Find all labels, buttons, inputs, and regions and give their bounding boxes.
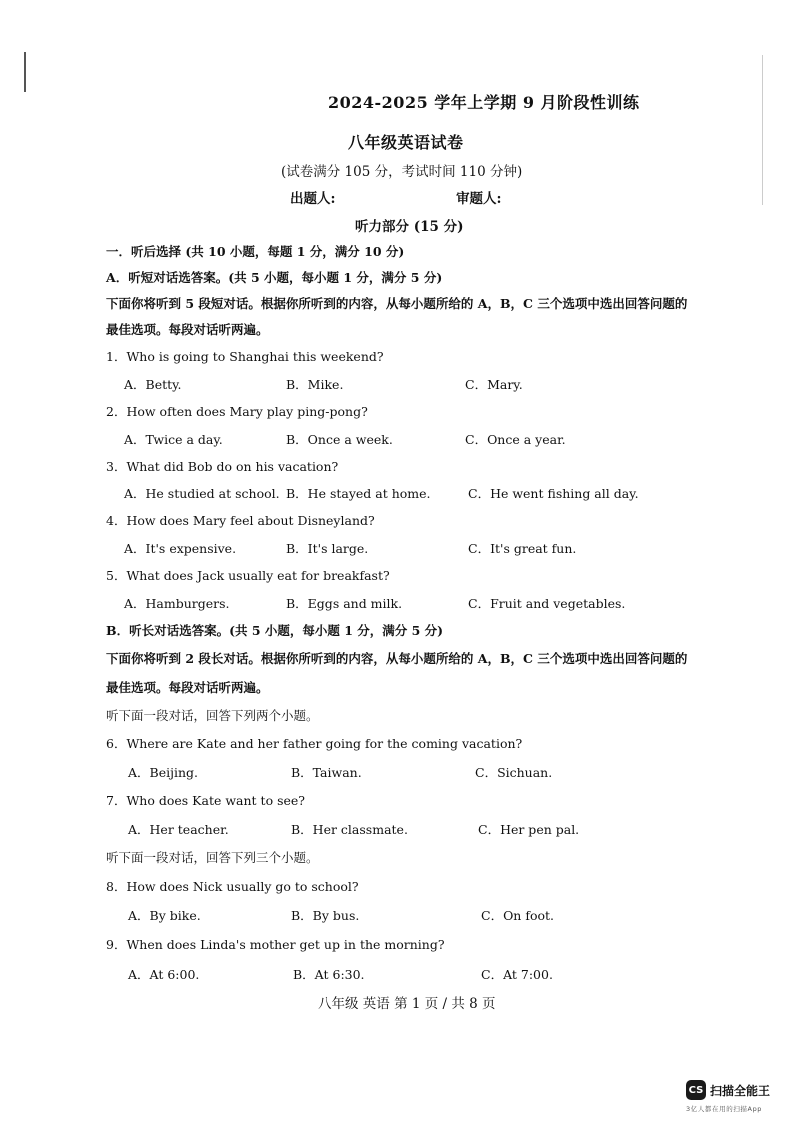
section-a-instruction-2: 最佳选项。每段对话听两遍。 (106, 322, 269, 337)
q9-option-c[interactable]: C．At 7:00. (481, 967, 553, 982)
section-b-title: B．听长对话选答案。(共 5 小题，每小题 1 分，满分 5 分) (106, 623, 444, 638)
q4-option-b[interactable]: B．It's large. (286, 541, 369, 556)
q5-option-c[interactable]: C．Fruit and vegetables. (468, 596, 626, 611)
q1-option-b[interactable]: B．Mike. (286, 377, 344, 392)
dialog-1-intro: 听下面一段对话，回答下列两个小题。 (106, 708, 319, 723)
q7-option-a[interactable]: A．Her teacher. (128, 822, 229, 837)
q1-option-a[interactable]: A．Betty. (124, 377, 182, 392)
question-5: 5．What does Jack usually eat for breakfast? (106, 568, 390, 583)
question-2: 2．How often does Mary play ping-pong? (106, 404, 368, 419)
q5-option-b[interactable]: B．Eggs and milk. (286, 596, 403, 611)
section-a-title: A．听短对话选答案。(共 5 小题，每小题 1 分，满分 5 分) (106, 270, 443, 285)
question-8: 8．How does Nick usually go to school? (106, 879, 359, 894)
watermark-tagline: 3亿人都在用的扫描App (686, 1105, 763, 1113)
q6-option-a[interactable]: A．Beijing. (128, 765, 199, 780)
dialog-2-intro: 听下面一段对话，回答下列三个小题。 (106, 850, 319, 865)
question-7: 7．Who does Kate want to see? (106, 793, 305, 808)
q2-option-c[interactable]: C．Once a year. (465, 432, 566, 447)
watermark-name: 扫描全能王 (710, 1084, 771, 1098)
q5-option-a[interactable]: A．Hamburgers. (124, 596, 230, 611)
question-1: 1．Who is going to Shanghai this weekend? (106, 349, 384, 364)
q8-option-b[interactable]: B．By bus. (291, 908, 360, 923)
q7-option-b[interactable]: B．Her classmate. (291, 822, 408, 837)
q3-option-c[interactable]: C．He went fishing all day. (468, 486, 639, 501)
question-4: 4．How does Mary feel about Disneyland? (106, 513, 375, 528)
q9-option-b[interactable]: B．At 6:30. (293, 967, 365, 982)
q1-option-c[interactable]: C．Mary. (465, 377, 523, 392)
q3-option-b[interactable]: B．He stayed at home. (286, 486, 431, 501)
q4-option-a[interactable]: A．It's expensive. (124, 541, 237, 556)
camscanner-logo-icon: CS (686, 1080, 706, 1100)
reviewer-label: 审题人: (456, 191, 502, 207)
scan-edge-mark (24, 52, 26, 92)
section-b-instruction-2: 最佳选项。每段对话听两遍。 (106, 680, 269, 695)
exam-info: (试卷满分 105 分，考试时间 110 分钟) (281, 164, 523, 180)
question-3: 3．What did Bob do on his vacation? (106, 459, 339, 474)
q8-option-a[interactable]: A．By bike. (128, 908, 201, 923)
part-title: 听力部分 (15 分) (355, 219, 464, 235)
section-a-instruction: 下面你将听到 5 段短对话。根据你所听到的内容，从每小题所给的 A，B，C 三个选项中选出回答问题的 (106, 296, 688, 311)
q2-option-a[interactable]: A．Twice a day. (124, 432, 223, 447)
q2-option-b[interactable]: B．Once a week. (286, 432, 393, 447)
scan-edge-mark (762, 55, 763, 205)
setter-label: 出题人: (290, 191, 336, 207)
q7-option-c[interactable]: C．Her pen pal. (478, 822, 580, 837)
page-footer: 八年级 英语 第 1 页 / 共 8 页 (318, 996, 496, 1012)
q4-option-c[interactable]: C．It's great fun. (468, 541, 577, 556)
q6-option-b[interactable]: B．Taiwan. (291, 765, 362, 780)
q9-option-a[interactable]: A．At 6:00. (128, 967, 200, 982)
exam-subtitle: 八年级英语试卷 (348, 133, 464, 152)
question-9: 9．When does Linda's mother get up in the morning? (106, 937, 445, 952)
q6-option-c[interactable]: C．Sichuan. (475, 765, 553, 780)
exam-title: 2024-2025 学年上学期 9 月阶段性训练 (328, 93, 640, 112)
question-6: 6．Where are Kate and her father going for the coming vacation? (106, 736, 523, 751)
q3-option-a[interactable]: A．He studied at school. (124, 486, 280, 501)
section-title: 一．听后选择 (共 10 小题，每题 1 分，满分 10 分) (106, 244, 405, 259)
section-b-instruction: 下面你将听到 2 段长对话。根据你所听到的内容，从每小题所给的 A，B，C 三个选项中选出回答问题的 (106, 651, 688, 666)
q8-option-c[interactable]: C．On foot. (481, 908, 555, 923)
